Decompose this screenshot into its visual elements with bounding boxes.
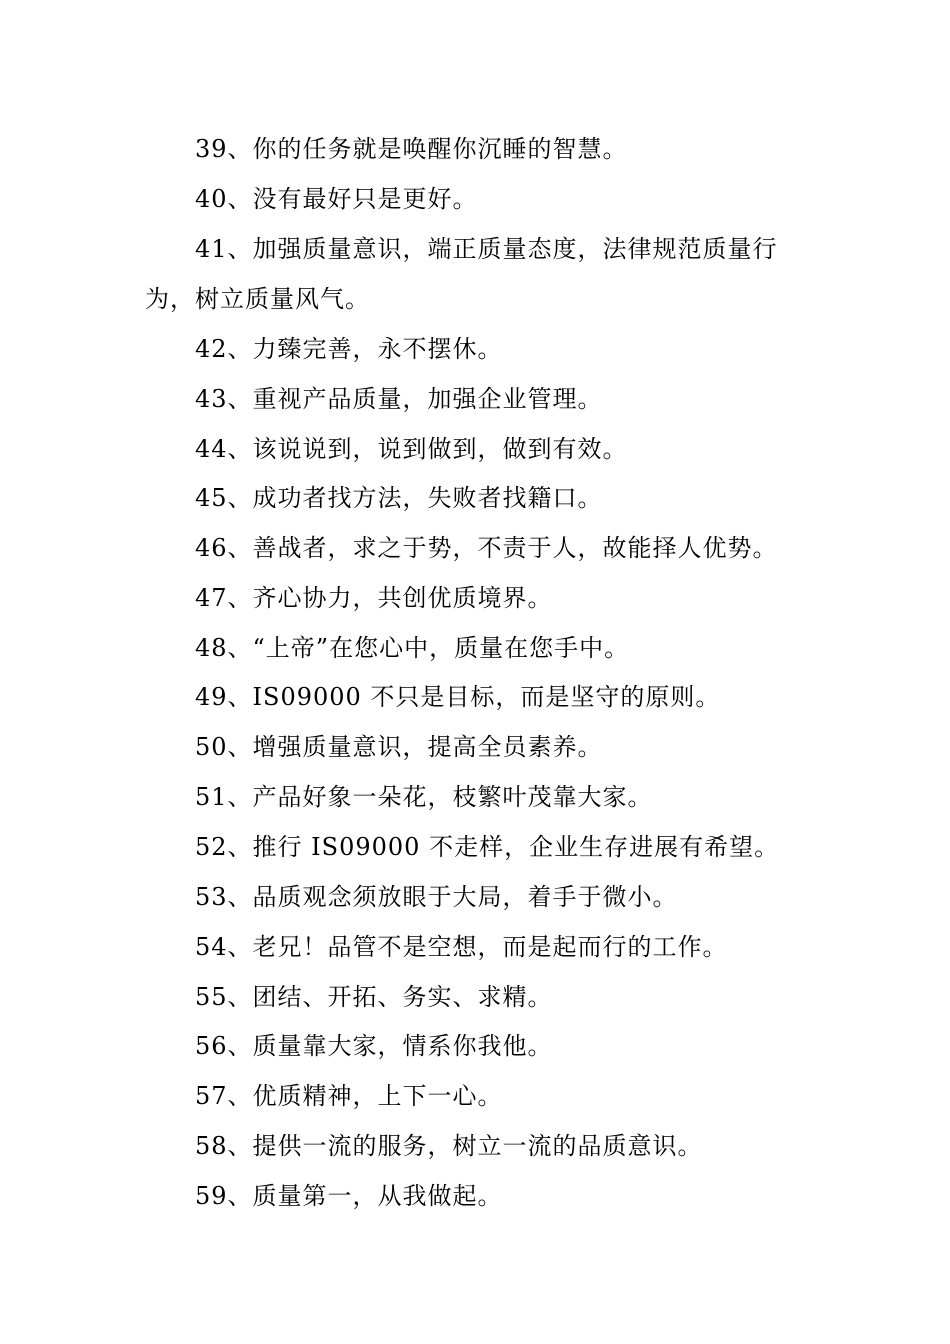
list-item: 53、品质观念须放眼于大局，着手于微小。 (195, 883, 678, 911)
list-item: 52、推行 IS09000 不走样，企业生存进展有希望。 (195, 833, 780, 861)
list-item: 55、团结、开拓、务实、求精。 (195, 983, 553, 1011)
list-item: 56、质量靠大家，情系你我他。 (195, 1032, 553, 1060)
list-item: 46、善战者，求之于势，不责于人，故能择人优势。 (195, 534, 778, 562)
list-item: 54、老兄！品管不是空想，而是起而行的工作。 (195, 933, 728, 961)
list-item: 43、重视产品质量，加强企业管理。 (195, 385, 603, 413)
list-item: 42、力臻完善，永不摆休。 (195, 335, 503, 363)
list-item: 45、成功者找方法，失败者找籍口。 (195, 484, 603, 512)
list-item: 51、产品好象一朵花，枝繁叶茂靠大家。 (195, 783, 653, 811)
list-item-continuation: 为，树立质量风气。 (145, 285, 370, 313)
list-item: 47、齐心协力，共创优质境界。 (195, 584, 553, 612)
list-item: 49、IS09000 不只是目标，而是坚守的原则。 (195, 683, 721, 711)
list-item: 44、该说说到，说到做到，做到有效。 (195, 435, 628, 463)
list-item: 40、没有最好只是更好。 (195, 185, 478, 213)
list-item: 39、你的任务就是唤醒你沉睡的智慧。 (195, 135, 628, 163)
list-item: 59、质量第一，从我做起。 (195, 1182, 503, 1210)
list-item: 50、增强质量意识，提高全员素养。 (195, 733, 603, 761)
list-item: 57、优质精神，上下一心。 (195, 1082, 503, 1110)
list-item: 48、“上帝”在您心中，质量在您手中。 (195, 634, 630, 662)
list-item: 58、提供一流的服务，树立一流的品质意识。 (195, 1132, 703, 1160)
list-item: 41、加强质量意识，端正质量态度，法律规范质量行 (195, 235, 778, 263)
